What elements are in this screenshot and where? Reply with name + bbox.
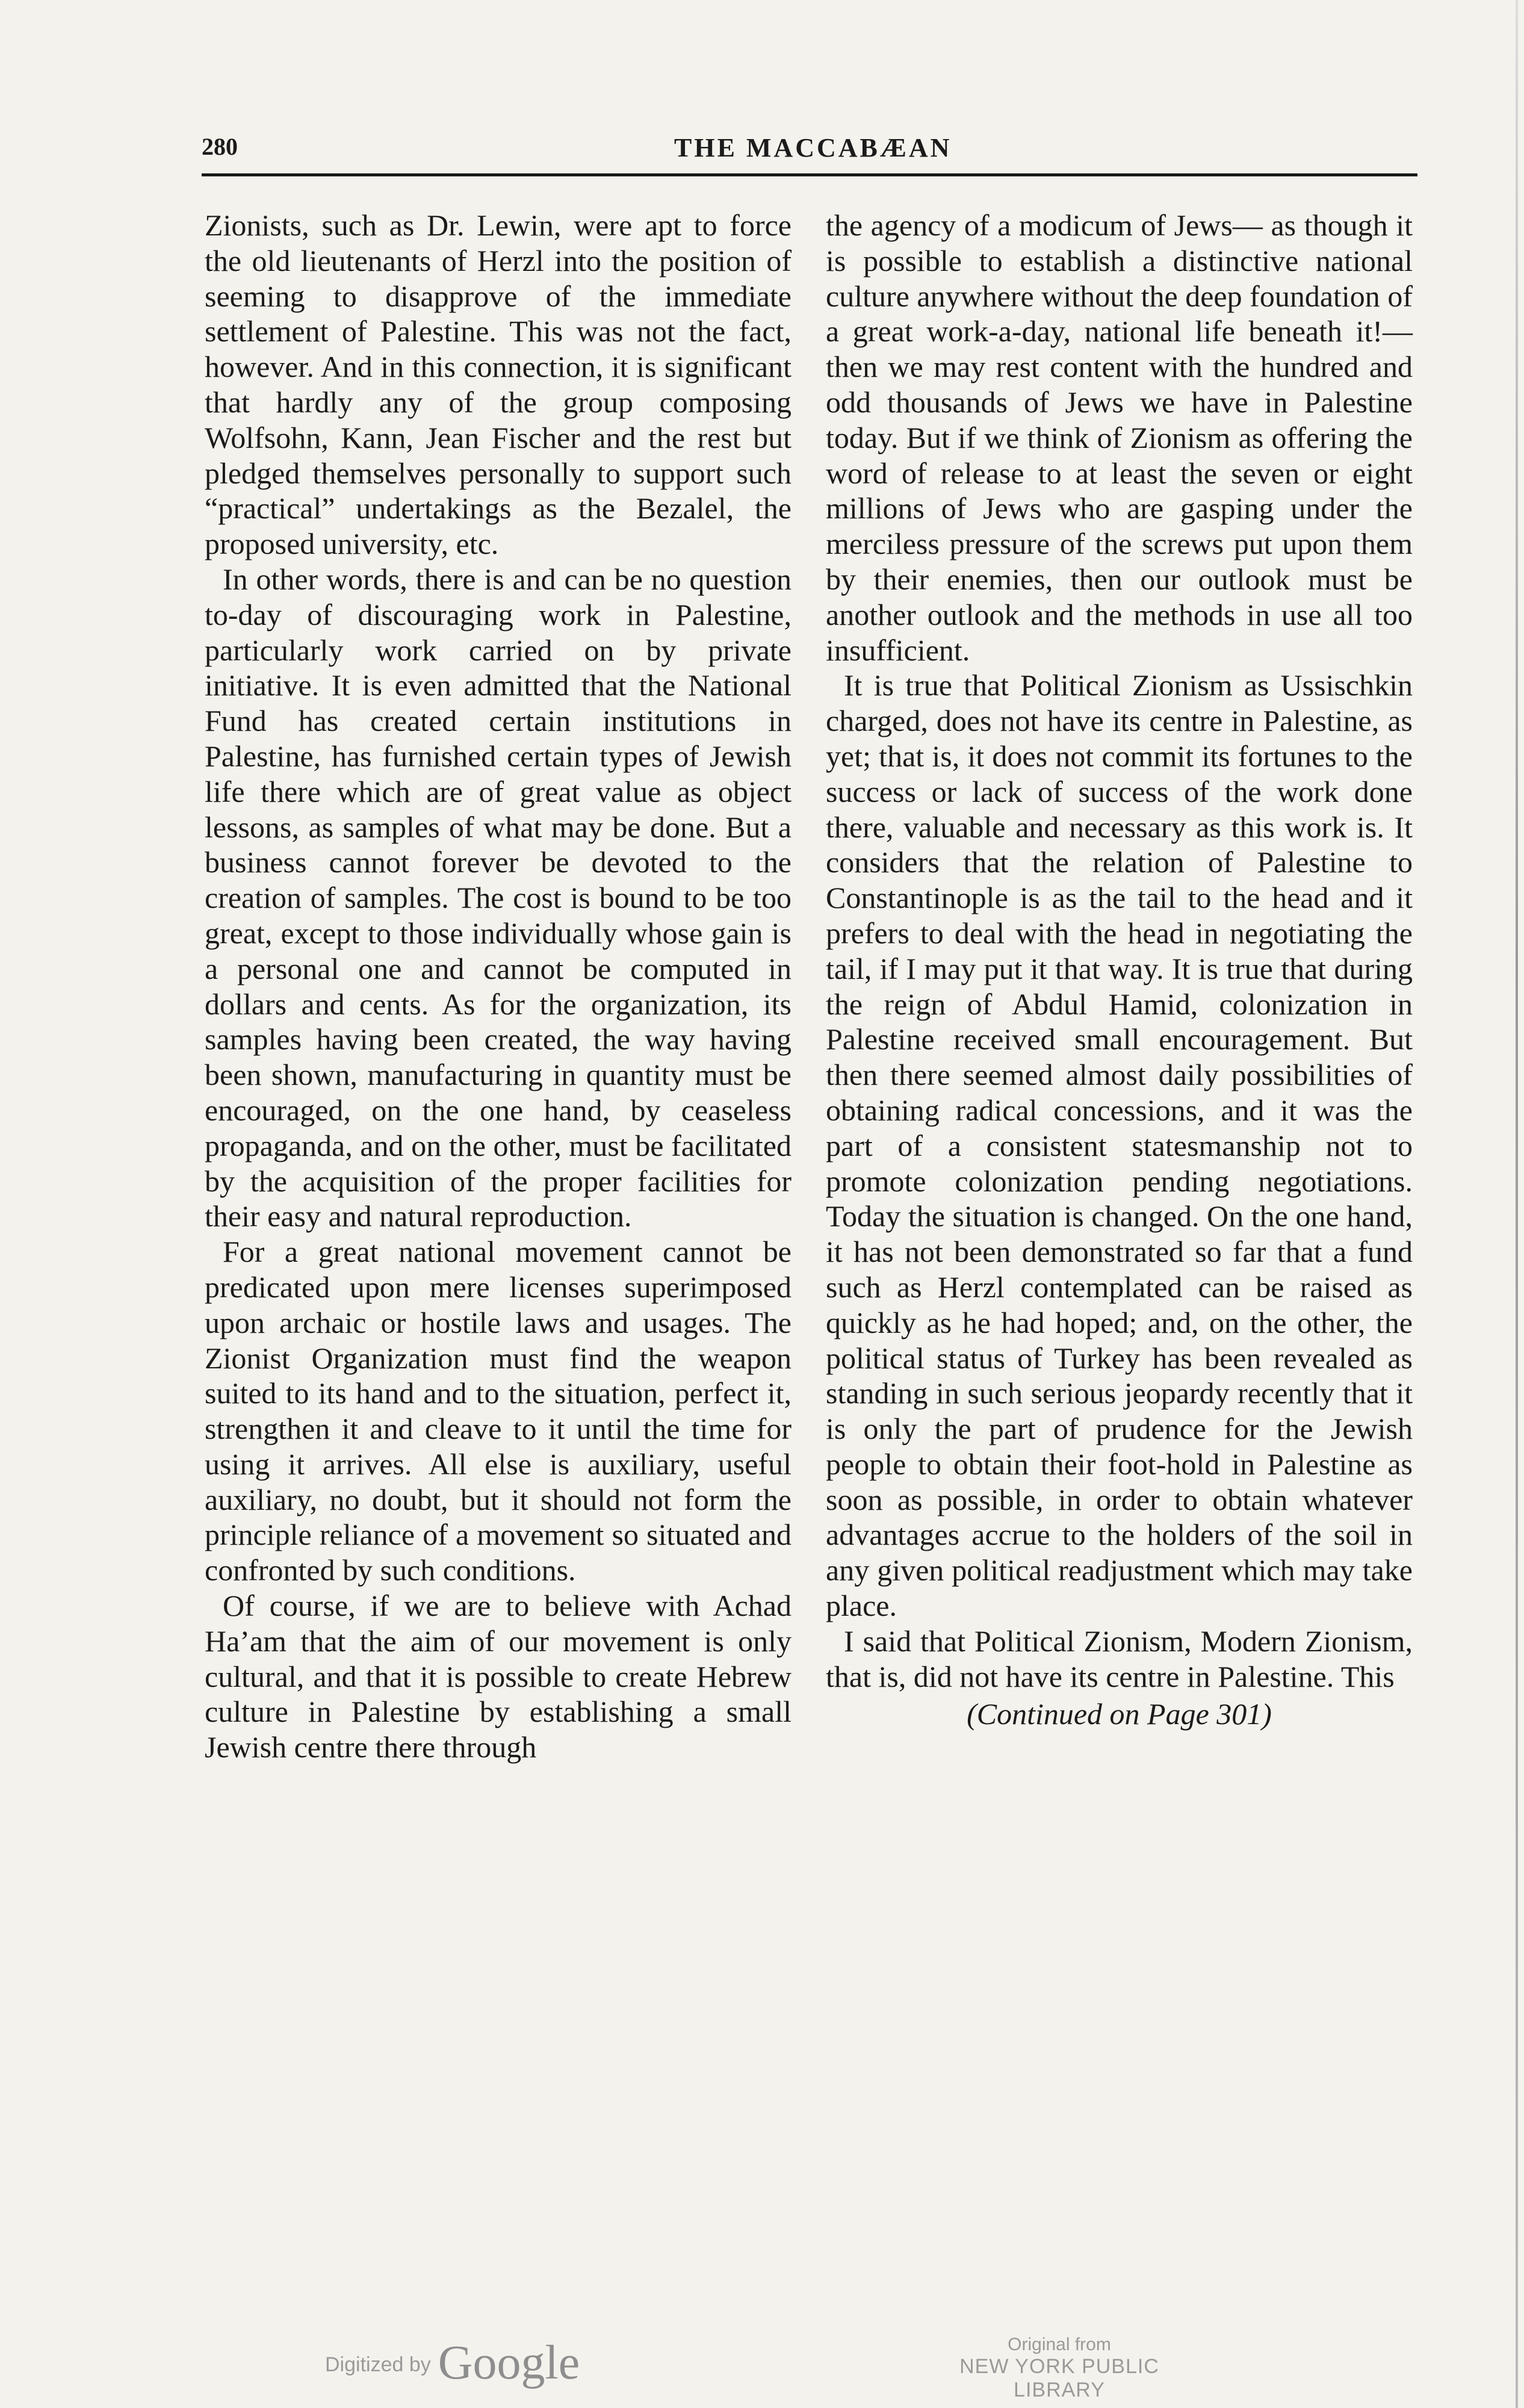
paragraph: Zionists, such as Dr. Lewin, were apt to force the old lieutenants of Herzl into the position of seeming to disapprove of the immediate settlement of Palestine. This was not the fact, however. And in this connection, it is significant that hardly any of the group composing Wolfsohn, Kann, Jean Fischer and the rest but pledged themselves personally to support such “practical” undertakings as the Bezalel, the proposed university, etc. [205, 208, 791, 561]
paragraph: the agency of a modicum of Jews— as though it is possible to establish a distinctive national culture anywhere without the deep foundation of a great work-a-day, national life beneath it!—then we may rest content with the hundred and odd thousands of Jews we have in Palestine today. But if we think of Zionism as offering the word of release to at least the seven or eight millions of Jews who are gasping under the merciless pressure of the screws put upon them by their enemies, then our outlook must be another outlook and the methods in use all too insufficient. [826, 208, 1413, 667]
page-number: 280 [202, 133, 238, 160]
paragraph: It is true that Political Zionism as Ussischkin charged, does not have its centre in Palestine, as yet; that is, it does not commit its fortunes to the success or lack of success of the work done there, valuable and necessary as this work is. It considers that the relation of Palestine to Constantinople is as the tail to the head and it prefers to deal with the head in negotiating the tail, if I may put it that way. It is true that during the reign of Abdul Hamid, colonization in Palestine received small encouragement. But then there seemed almost daily possibilities of obtaining radical concessions, and it was the part of a consistent statesmanship not to promote colonization pending negotiations. Today the situation is changed. On the one hand, it has not been demonstrated so far that a fund such as Herzl contemplated can be raised as quickly as he had hoped; and, on the other, the political status of Turkey has been revealed as standing in such serious jeopardy recently that it is only the part of prudence for the Jewish people to obtain their foot-hold in Palestine as soon as possible, in order to obtain whatever advantages accrue to the holders of the soil in any given political readjustment which may take place. [826, 668, 1413, 1623]
digitized-by-label: Digitized by [325, 2353, 431, 2376]
running-head: THE MACCABÆAN [674, 133, 952, 163]
continued-note: (Continued on Page 301) [967, 1697, 1272, 1731]
page-edge [1516, 0, 1518, 2408]
left-column [205, 208, 791, 1765]
paragraph: For a great national movement cannot be predicated upon mere licenses superimposed upon archaic or hostile laws and usages. The Zionist Organization must find the weapon suited to its hand and to the situation, perfect it, strengthen it and cleave to it until the time for using it arrives. All else is auxiliary, useful auxiliary, no doubt, but it should not form the principle reliance of a movement so situated and confronted by such conditions. [205, 1235, 791, 1587]
library-name: NEW YORK PUBLIC LIBRARY [959, 2355, 1159, 2401]
original-source-footer [927, 2335, 1192, 2402]
paragraph: Of course, if we are to believe with Achad Ha’am that the aim of our movement is only cultural, and that it is possible to create Hebrew culture in Palestine by establishing a small Jewish centre there through [205, 1589, 791, 1764]
google-logo: Google [438, 2336, 580, 2389]
original-from-label: Original from [1008, 2335, 1111, 2354]
paragraph: In other words, there is and can be no question to-day of discouraging work in Palestine, particularly work carried on by private initiative. It is even admitted that the National Fund has created certain institutions in Palestine, has furnished certain types of Jewish life there which are of great value as object lessons, as samples of what may be done. But a business cannot forever be devoted to the creation of samples. The cost is bound to be too great, except to those individually whose gain is a personal one and cannot be computed in dollars and cents. As for the organization, its samples having been created, the way having been shown, manufacturing in quantity must be encouraged, on the one hand, by ceaseless propaganda, and on the other, must be facilitated by the acquisition of the proper facilities for their easy and natural reproduction. [205, 562, 791, 1233]
header-rule [202, 173, 1417, 176]
paragraph: I said that Political Zionism, Modern Zionism, that is, did not have its centre in Palestine. This [826, 1624, 1413, 1693]
digitized-by-footer [325, 2336, 580, 2391]
right-column [826, 208, 1413, 1732]
